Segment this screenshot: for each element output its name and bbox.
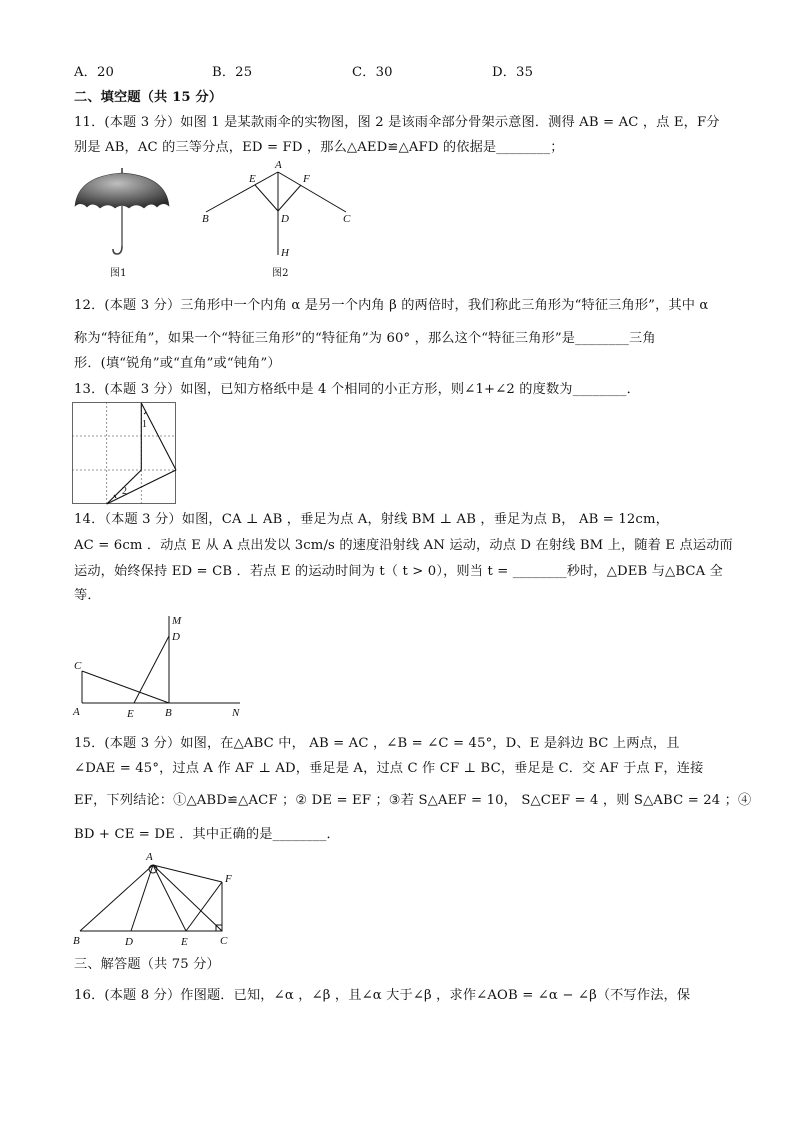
q15-figure: [70, 848, 246, 948]
q14-line1: 14．（本题 3 分）如图，CA ⊥ AB ，垂足为点 A，射线 BM ⊥ AB ，垂足为点 B， AB = 12cm，: [74, 512, 669, 527]
q12-line3: 形．(填“锐角”或“直角”或“钝角”）: [74, 356, 281, 371]
q14-label-d: D: [172, 631, 180, 643]
q14-line2: AC = 6cm ．动点 E 从 A 点出发以 3cm/s 的速度沿射线 AN 运动，动点 D 在射线 BM 上，随着 E 点运动而: [74, 538, 733, 553]
angle-2-label: 2: [122, 486, 127, 497]
angle-1-label: 1: [142, 419, 147, 430]
fig1-caption: 图1: [110, 268, 127, 279]
q15-label-d: D: [125, 936, 133, 948]
umbrella-skeleton-figure: [196, 160, 366, 262]
q16-line1: 16．(本题 8 分）作图题．已知，∠α ，∠β ，且∠α 大于∠β ，求作∠AOB = ∠α − ∠β（不写作法，保: [74, 988, 691, 1003]
choice-b: B．25: [212, 65, 253, 80]
section-heading-fill-in: 二、填空题（共 15 分）: [74, 90, 223, 105]
q12-line1: 12．(本题 3 分）三角形中一个内角 α 是另一个内角 β 的两倍时，我们称此三角形为“特征三角形”，其中 α: [74, 298, 709, 313]
q12-line2: 称为“特征角”，如果一个“特征三角形”的“特征角”为 60° ，那么这个“特征三角形”是________三角: [74, 331, 656, 346]
q15-label-f: F: [225, 873, 232, 885]
fig2-label-e: E: [249, 173, 256, 185]
fig2-caption: 图2: [272, 268, 289, 279]
q11-line1: 11．(本题 3 分）如图 1 是某款雨伞的实物图，图 2 是该雨伞部分骨架示意图．测得 AB = AC ，点 E，F分: [74, 115, 720, 130]
q14-label-c: C: [74, 660, 82, 672]
q15-label-c: C: [220, 935, 228, 947]
q14-label-m: M: [172, 615, 182, 627]
q15-line1: 15．(本题 3 分）如图，在△ABC 中， AB = AC ，∠B = ∠C = 45°，D、E 是斜边 BC 上两点，且: [74, 736, 680, 751]
q15-line2: ∠DAE = 45°，过点 A 作 AF ⊥ AD，垂足是 A，过点 C 作 CF ⊥ BC，垂足是 C．交 AF 于点 F，连接: [74, 761, 704, 776]
q15-label-a: A: [146, 851, 153, 863]
section-heading-answer: 三、解答题（共 75 分）: [74, 957, 220, 972]
q13-line1: 13．(本题 3 分）如图，已知方格纸中是 4 个相同的小正方形，则∠1+∠2 的度数为________．: [74, 382, 640, 397]
q11-line2: 别是 AB，AC 的三等分点，ED = FD ，那么△AED≌△AFD 的依据是________；: [74, 140, 564, 155]
q14-label-a: A: [73, 706, 80, 718]
q15-label-b: B: [73, 935, 80, 947]
choice-d: D．35: [492, 65, 534, 80]
fig2-label-f: F: [303, 173, 310, 185]
q14-label-e: E: [127, 708, 134, 720]
q14-label-n: N: [232, 707, 240, 719]
q15-label-e: E: [181, 936, 188, 948]
choice-a: A．20: [74, 65, 115, 80]
umbrella-figure: [72, 166, 172, 258]
fig2-label-c: C: [343, 213, 351, 225]
fig2-label-a: A: [275, 159, 282, 171]
q13-grid-figure: [72, 402, 178, 506]
q14-figure: [70, 612, 250, 720]
q14-line4: 等．: [74, 588, 101, 603]
fig2-label-d: D: [281, 213, 289, 225]
q14-label-b: B: [165, 707, 172, 719]
q15-line3: EF，下列结论：①△ABD≌△ACF ；② DE = EF ；③若 S△AEF = 10， S△CEF = 4 ，则 S△ABC = 24 ；④: [74, 793, 752, 808]
fig2-label-b: B: [202, 213, 209, 225]
q14-line3: 运动，始终保持 ED = CB ．若点 E 的运动时间为 t（ t > 0），则当 t = ________秒时，△DEB 与△BCA 全: [74, 564, 724, 579]
q15-line4: BD + CE = DE ．其中正确的是________．: [74, 827, 340, 842]
choice-c: C．30: [352, 65, 393, 80]
fig2-label-h: H: [281, 247, 289, 259]
